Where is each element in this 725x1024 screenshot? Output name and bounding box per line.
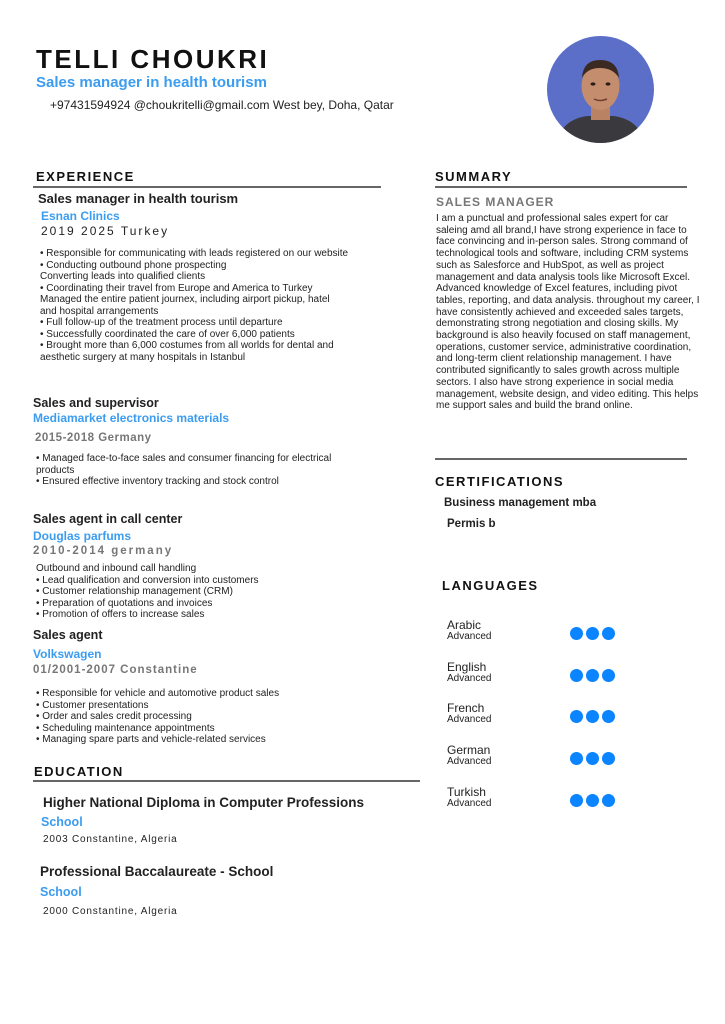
- rating-dot: [570, 794, 583, 807]
- job-title: Sales and supervisor: [33, 396, 159, 410]
- contact-info: +97431594924 @choukritelli@gmail.com West bey, Doha, Qatar: [50, 98, 394, 112]
- experience-heading: EXPERIENCE: [36, 169, 135, 184]
- language-item: [447, 786, 622, 809]
- language-level: Advanced: [447, 756, 492, 767]
- profile-photo: [547, 36, 654, 143]
- certification-item: Permis b: [447, 518, 496, 530]
- rating-dot: [586, 627, 599, 640]
- language-level: Advanced: [447, 631, 492, 642]
- language-name: English: [447, 660, 487, 674]
- summary-text: I am a punctual and professional sales expert for car saleing amd all brand,I have strong experience in face to face convincing and in-person sales. Strong command of technological tools and software, including CRM systems such as Salesforce and HubSpot, as well as project management and data analysis tools like Microsoft Excel. Advanced knowledge of Excel features, including pivot tables, reporting, and data analysis. throughout my career, I have consistently achieved and exceeded sales targets, demonstrating strong negotiation and closing skills. My background is also heavily focused on staff management, operations, customer service, administrative coordination, and long-term client relationship management. I have contributed significantly to sales growth across multiple sectors. I also have strong experience in social media management, website design, and video editing. This helps me support sales and build the brand online.: [436, 213, 700, 412]
- rating-dot: [586, 669, 599, 682]
- job-entry: [38, 191, 238, 238]
- education-divider: [33, 780, 420, 782]
- degree-title: Professional Baccalaureate - School: [40, 864, 274, 879]
- language-name: French: [447, 701, 485, 715]
- education-entry: [40, 864, 273, 917]
- experience-divider: [33, 186, 381, 188]
- rating-dot: [570, 710, 583, 723]
- rating-dot: [586, 752, 599, 765]
- language-name: German: [447, 743, 491, 757]
- candidate-name: TELLI CHOUKRI: [36, 44, 270, 74]
- job-meta: 2015-2018 Germany: [35, 432, 152, 444]
- certification-item: Business management mba: [444, 497, 597, 509]
- language-name: Turkish: [447, 785, 486, 799]
- rating-dot: [586, 710, 599, 723]
- company-name: Mediamarket electronics materials: [33, 411, 230, 425]
- language-item: [447, 619, 622, 642]
- job-bullets: • Responsible for vehicle and automotive product sales • Customer presentations • Order and sales credit processing • Scheduling maintenance appointments • Managing spare parts and vehicle-related services: [36, 688, 280, 745]
- language-name: Arabic: [447, 618, 482, 632]
- headline: Sales manager in health tourism: [36, 74, 267, 91]
- language-item: [447, 702, 622, 725]
- person-photo-icon: [547, 36, 654, 143]
- degree-title: Higher National Diploma in Computer Professions: [43, 795, 365, 810]
- language-rating: [570, 794, 618, 812]
- company-name: Volkswagen: [33, 647, 102, 661]
- language-item: [447, 661, 622, 684]
- summary-heading: SUMMARY: [435, 169, 513, 184]
- rating-dot: [570, 627, 583, 640]
- summary-bottom-divider: [435, 458, 687, 460]
- summary-subtitle: SALES MANAGER: [436, 195, 555, 209]
- rating-dot: [602, 669, 615, 682]
- education-heading: EDUCATION: [34, 764, 124, 779]
- company-name: Esnan Clinics: [41, 209, 120, 223]
- education-entry: [43, 795, 364, 845]
- education-meta: 2000 Constantine, Algeria: [43, 906, 178, 917]
- school-name: School: [40, 885, 82, 899]
- job-bullets: • Managed face-to-face sales and consumer financing for electrical products • Ensured effective inventory tracking and stock control: [36, 453, 332, 487]
- education-meta: 2003 Constantine, Algeria: [43, 834, 178, 845]
- language-level: Advanced: [447, 798, 492, 809]
- job-title: Sales agent in call center: [33, 512, 183, 526]
- job-entry: [33, 628, 198, 676]
- rating-dot: [602, 794, 615, 807]
- school-name: School: [41, 815, 83, 829]
- summary-divider: [435, 186, 687, 188]
- job-entry: [33, 512, 182, 557]
- language-rating: [570, 710, 618, 728]
- rating-dot: [570, 752, 583, 765]
- language-level: Advanced: [447, 714, 492, 725]
- language-rating: [570, 752, 618, 770]
- job-entry: [33, 396, 229, 444]
- job-bullets: Outbound and inbound call handling • Lead qualification and conversion into customers • Customer relationship management (CRM) • Preparation of quotations and invoices • Promotion of offers to increase sales: [36, 563, 259, 620]
- rating-dot: [570, 669, 583, 682]
- rating-dot: [602, 752, 615, 765]
- job-meta: 2010-2014 germany: [33, 545, 174, 557]
- certifications-heading: CERTIFICATIONS: [435, 474, 565, 489]
- language-rating: [570, 669, 618, 687]
- company-name: Douglas parfums: [33, 529, 132, 543]
- job-title: Sales manager in health tourism: [38, 191, 239, 206]
- rating-dot: [586, 794, 599, 807]
- language-level: Advanced: [447, 673, 492, 684]
- rating-dot: [602, 710, 615, 723]
- rating-dot: [602, 627, 615, 640]
- job-title: Sales agent: [33, 628, 103, 642]
- languages-heading: LANGUAGES: [442, 578, 539, 593]
- job-meta: 01/2001-2007 Constantine: [33, 664, 198, 676]
- job-bullets: • Responsible for communicating with leads registered on our website • Conducting outbound phone prospecting Converting leads into qualified clients • Coordinating their travel from Europe and America to Turkey Managed the entire patient journex, including airport pickup, hatel and hospital arrangements • Full follow-up of the treatment process until departure • Successfully coordinated the care of over 6,000 patients • Brought more than 6,000 costumes from all worlds for dental and aesthetic surgery at many hospitals in Istanbul: [40, 248, 349, 363]
- language-rating: [570, 627, 618, 645]
- language-item: [447, 744, 622, 767]
- job-meta: 2019 2025 Turkey: [41, 224, 170, 238]
